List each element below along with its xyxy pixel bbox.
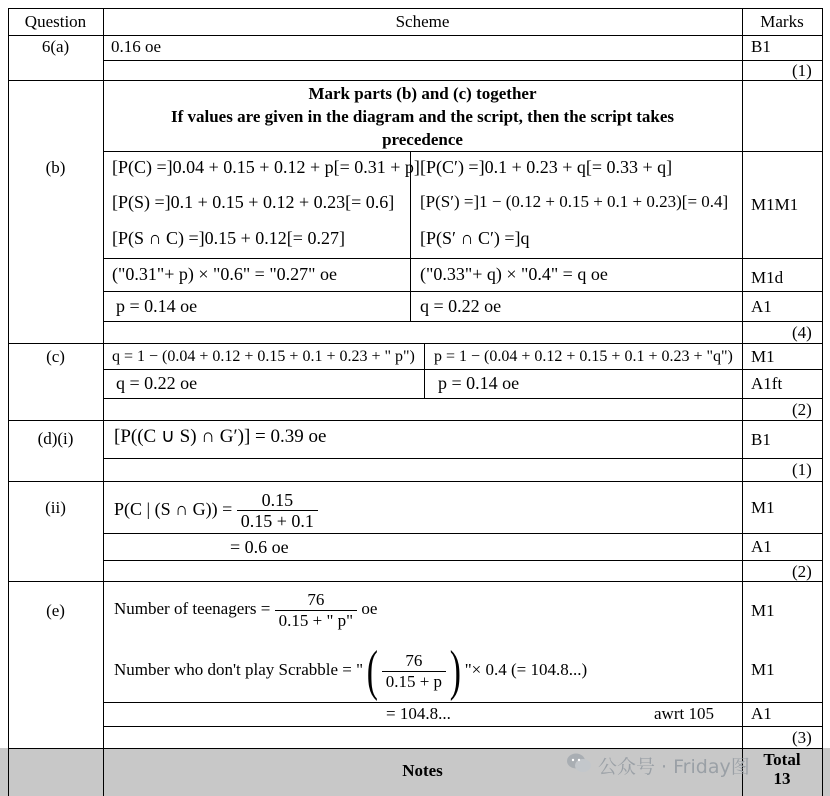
working-line: [P(C) =]0.04 + 0.15 + 0.12 + p[= 0.31 + p] [112,157,420,177]
answer: 0.16 oe [111,37,162,56]
mark: M1 [751,498,775,517]
denominator: 0.15 + " p" [278,610,354,630]
equation: ("0.31"+ p) × "0.6" = "0.27" oe [112,264,338,284]
mark: M1M1 [751,195,799,214]
working-line: [P(C′) =]0.1 + 0.23 + q[= 0.33 + q] [420,157,673,177]
mark: B1 [751,37,771,56]
working-line: [P(S ∩ C) =]0.15 + 0.12[= 0.27] [112,228,345,248]
right-paren: ) [449,640,461,703]
grid-line [8,581,823,582]
grid-line [103,151,823,152]
question-label: (d)(i) [37,429,74,448]
question-label: (b) [45,158,66,177]
part-total: (3) [792,728,812,747]
result: = 0.6 oe [230,537,289,557]
formula [114,484,318,534]
grid-line [8,748,823,749]
oe-note: oe [361,599,378,618]
mark: A1 [751,704,772,723]
watermark-text: 公众号 · Friday图 [598,756,750,778]
working-line: [P(S′ ∩ C′) =]q [420,228,530,248]
grid-line [103,369,823,370]
header-marks: Marks [760,12,804,31]
equation: p = 1 − (0.04 + 0.12 + 0.15 + 0.1 + 0.23 + "q") [434,348,733,365]
part-total: (1) [792,61,812,80]
grid-line [8,420,823,421]
grid-line [103,60,823,61]
formula-text: Number of teenagers = [114,599,271,618]
working-line: [P(S′) =]1 − (0.12 + 0.15 + 0.1 + 0.23)[= 0.4] [420,192,729,211]
fraction [382,651,446,692]
formula-tail: "× 0.4 (= 104.8...) [464,660,588,679]
question-label: 6(a) [41,37,70,56]
denominator: 0.15 + p [385,671,443,691]
grid-line [8,8,9,796]
part-total: (2) [792,400,812,419]
grid-line [8,35,823,36]
formula-lhs: P(C | (S ∩ G)) = [114,499,233,519]
part-total: (4) [792,323,812,342]
awrt-note: awrt 105 [654,704,714,723]
mark: A1ft [751,374,783,393]
mark: B1 [751,430,771,449]
header-scheme: Scheme [395,12,450,31]
mark: M1 [751,347,775,366]
grid-line [424,343,425,398]
equation: ("0.33"+ q) × "0.4" = q oe [420,264,608,284]
mark: A1 [751,297,772,316]
answer: q = 0.22 oe [420,296,502,316]
question-label: (c) [46,347,65,366]
grid-line [103,398,823,399]
formula [114,640,588,703]
grid-line [8,80,823,81]
grid-line [103,321,823,322]
numerator: 76 [382,651,446,672]
header-question: Question [24,12,87,31]
denominator: 0.15 + 0.1 [240,511,314,532]
grid-line [822,8,823,796]
part-total: (2) [792,562,812,581]
left-paren: ( [366,640,378,703]
mark: M1 [751,601,775,620]
grid-line [8,8,823,9]
equation: q = 1 − (0.04 + 0.12 + 0.15 + 0.1 + 0.23 + " p") [112,348,415,365]
grid-line [103,702,823,703]
grid-line [8,343,823,344]
mark: A1 [751,537,772,556]
numerator: 0.15 [237,490,318,511]
grid-line [8,481,823,482]
working-line: [P(S) =]0.1 + 0.15 + 0.12 + 0.23[= 0.6] [112,192,395,212]
grid-line [103,560,823,561]
answer: p = 0.14 oe [438,373,520,393]
formula [114,584,377,634]
total-value: 13 [773,769,791,788]
answer: q = 0.22 oe [116,373,198,393]
question-label: (e) [46,601,65,620]
grid-line [103,291,823,292]
wechat-icon [566,752,592,774]
notes-heading: Notes [402,761,443,780]
question-label: (ii) [45,498,66,517]
instruction-heading: If values are given in the diagram and the script, then the script takes [170,107,675,126]
numerator: 76 [275,590,357,611]
grid-line [742,8,743,796]
total-label: Total [763,750,801,769]
fraction [275,590,357,631]
answer: p = 0.14 oe [116,296,198,316]
formula-text: Number who don't play Scrabble = " [114,660,364,679]
grid-line [103,726,823,727]
mark: M1 [751,660,775,679]
part-total: (1) [792,460,812,479]
instruction-heading: Mark parts (b) and (c) together [308,84,537,103]
grid-line [103,258,823,259]
grid-line [103,458,823,459]
fraction [237,490,318,531]
answer: [P((C ∪ S) ∩ G′)] = 0.39 oe [114,426,327,447]
instruction-heading: precedence [382,130,463,149]
result: = 104.8... [386,704,451,723]
mark: M1d [751,268,784,287]
